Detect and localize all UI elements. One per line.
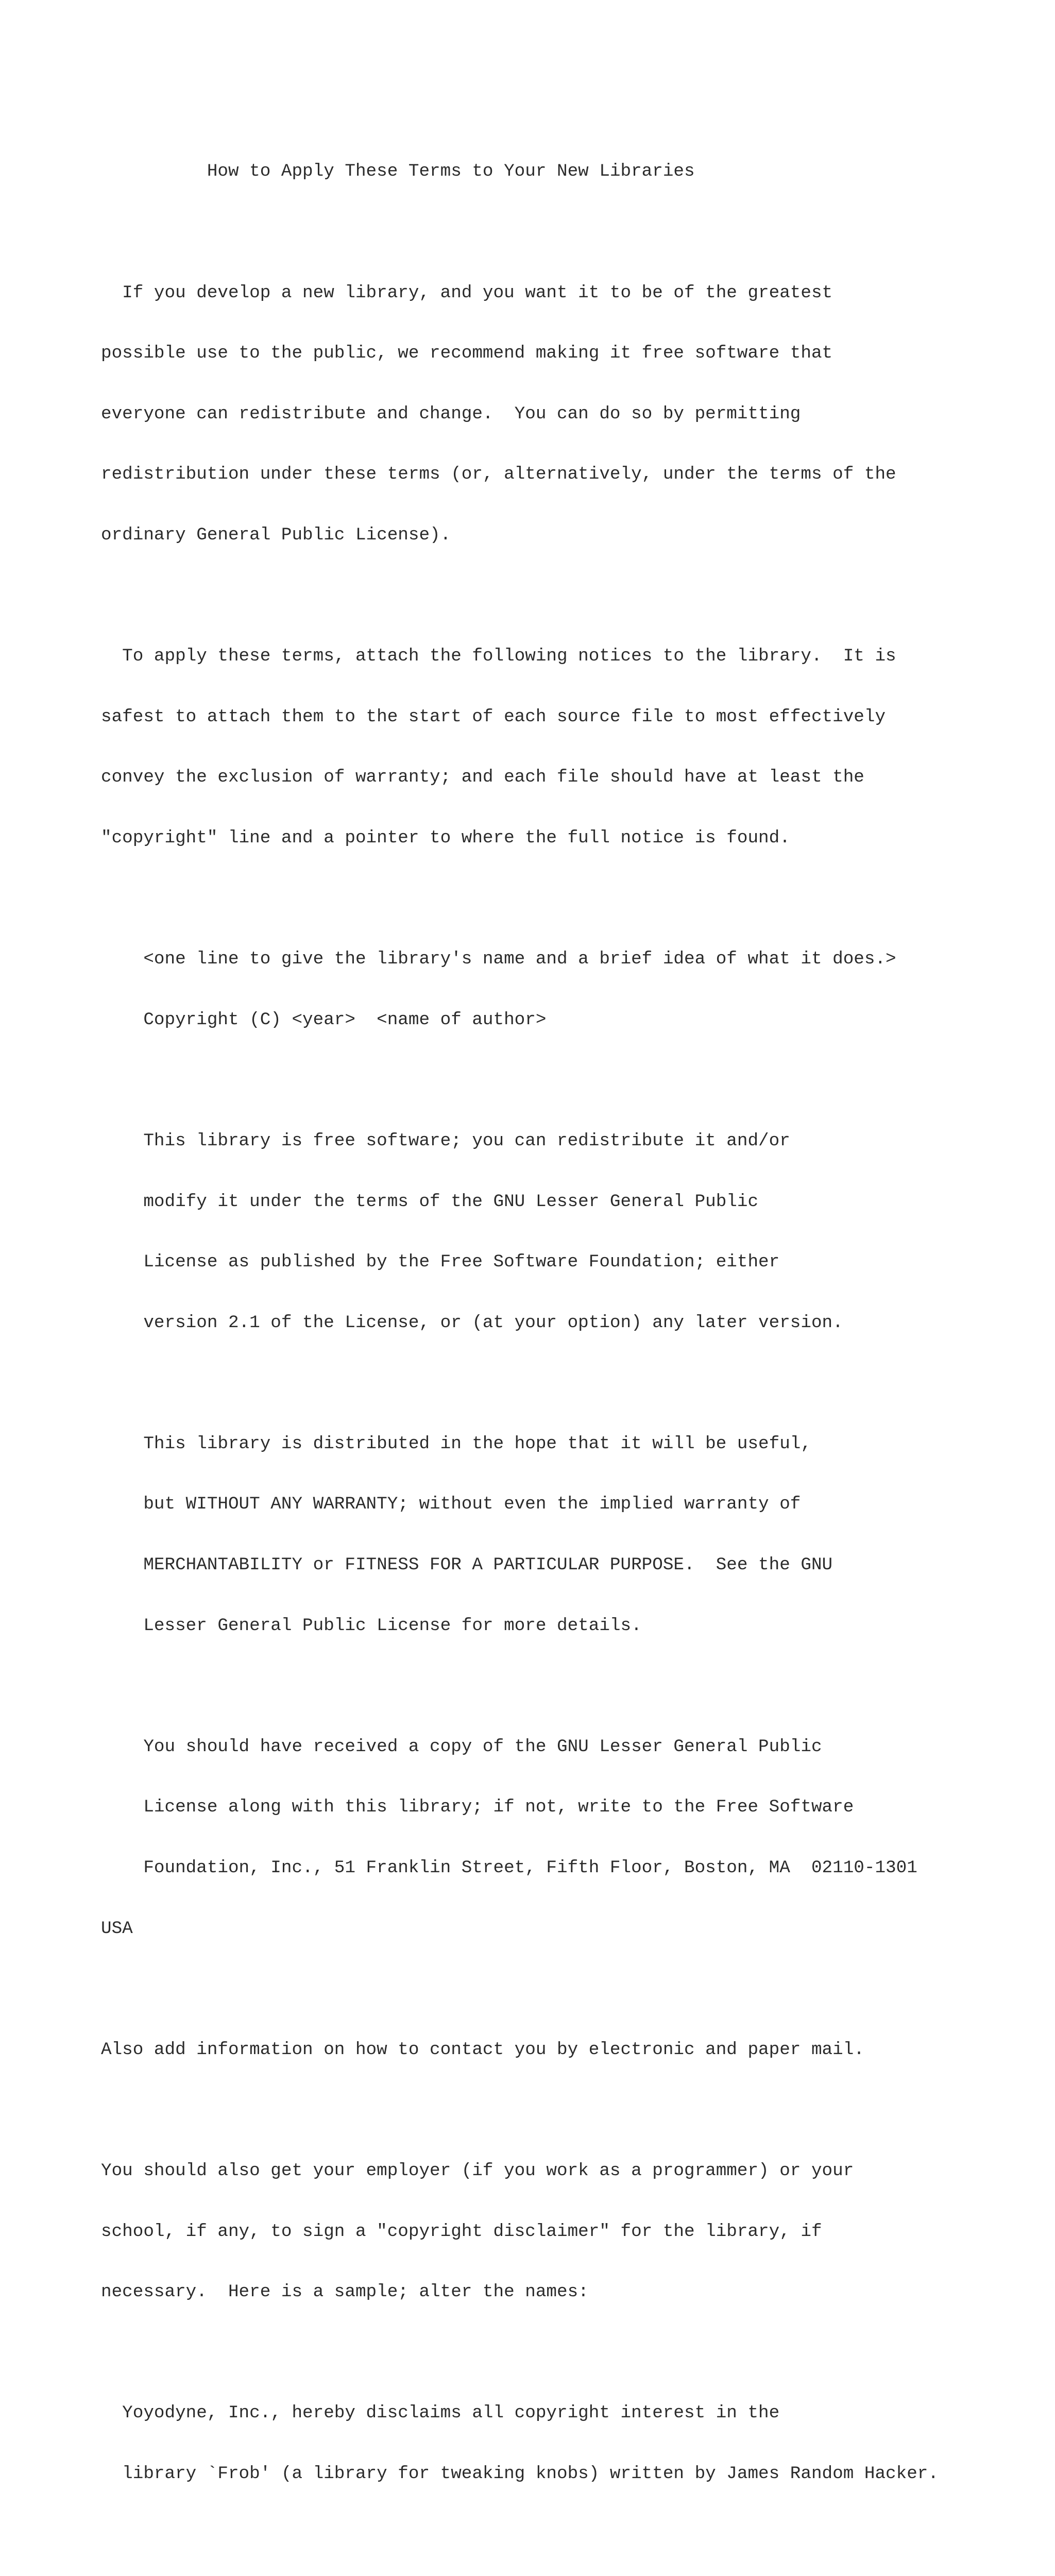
notice-line: This library is free software; you can redistribute it and/or: [101, 1130, 790, 1151]
notice-line: License as published by the Free Software Foundation; either: [101, 1252, 780, 1273]
blank-line: [101, 2524, 939, 2545]
text-line: safest to attach them to the start of each source file to most effectively: [101, 706, 886, 727]
notice-line: USA: [101, 1918, 133, 1939]
notice-line: Copyright (C) <year> <name of author>: [101, 1009, 547, 1030]
heading-line: How to Apply These Terms to Your New Libraries: [101, 161, 695, 182]
notice-line: License along with this library; if not, write to the Free Software: [101, 1797, 854, 1818]
text-line: Also add information on how to contact you by electronic and paper mail.: [101, 2039, 864, 2060]
text-line: necessary. Here is a sample; alter the names:: [101, 2282, 589, 2302]
text-line: To apply these terms, attach the following notices to the library. It is: [101, 646, 896, 667]
sample-line: Yoyodyne, Inc., hereby disclaims all copyright interest in the: [101, 2403, 780, 2424]
notice-line: This library is distributed in the hope that it will be useful,: [101, 1433, 811, 1454]
blank-line: [101, 1676, 939, 1696]
notice-line: Lesser General Public License for more details.: [101, 1615, 642, 1636]
blank-line: [101, 222, 939, 242]
text-line: redistribution under these terms (or, alternatively, under the terms of the: [101, 464, 896, 485]
sample-line: library `Frob' (a library for tweaking knobs) written by James Random Hacker.: [101, 2463, 939, 2484]
notice-line: modify it under the terms of the GNU Lesser General Public: [101, 1191, 759, 1212]
notice-line: You should have received a copy of the GNU Lesser General Public: [101, 1736, 822, 1757]
blank-line: [101, 1070, 939, 1090]
notice-line: <one line to give the library's name and a brief idea of what it does.>: [101, 949, 896, 970]
text-line: school, if any, to sign a "copyright disclaimer" for the library, if: [101, 2221, 822, 2242]
text-line: everyone can redistribute and change. You can do so by permitting: [101, 403, 801, 424]
notice-line: but WITHOUT ANY WARRANTY; without even the implied warranty of: [101, 1494, 801, 1515]
blank-line: [101, 1979, 939, 1999]
notice-line: Foundation, Inc., 51 Franklin Street, Fifth Floor, Boston, MA 02110-1301: [101, 1858, 917, 1878]
notice-line: MERCHANTABILITY or FITNESS FOR A PARTICULAR PURPOSE. See the GNU: [101, 1555, 833, 1575]
blank-line: [101, 889, 939, 909]
blank-line: [101, 1373, 939, 1393]
text-line: If you develop a new library, and you want it to be of the greatest: [101, 282, 833, 303]
text-line: ordinary General Public License).: [101, 524, 451, 545]
text-line: convey the exclusion of warranty; and each file should have at least the: [101, 767, 864, 788]
text-line: possible use to the public, we recommend making it free software that: [101, 343, 833, 364]
blank-line: [101, 2343, 939, 2363]
text-line: You should also get your employer (if you work as a programmer) or your: [101, 2161, 854, 2181]
text-line: "copyright" line and a pointer to where the full notice is found.: [101, 827, 790, 848]
license-text: [101, 121, 939, 2576]
blank-line: [101, 586, 939, 606]
notice-line: version 2.1 of the License, or (at your option) any later version.: [101, 1312, 843, 1333]
blank-line: [101, 2100, 939, 2120]
